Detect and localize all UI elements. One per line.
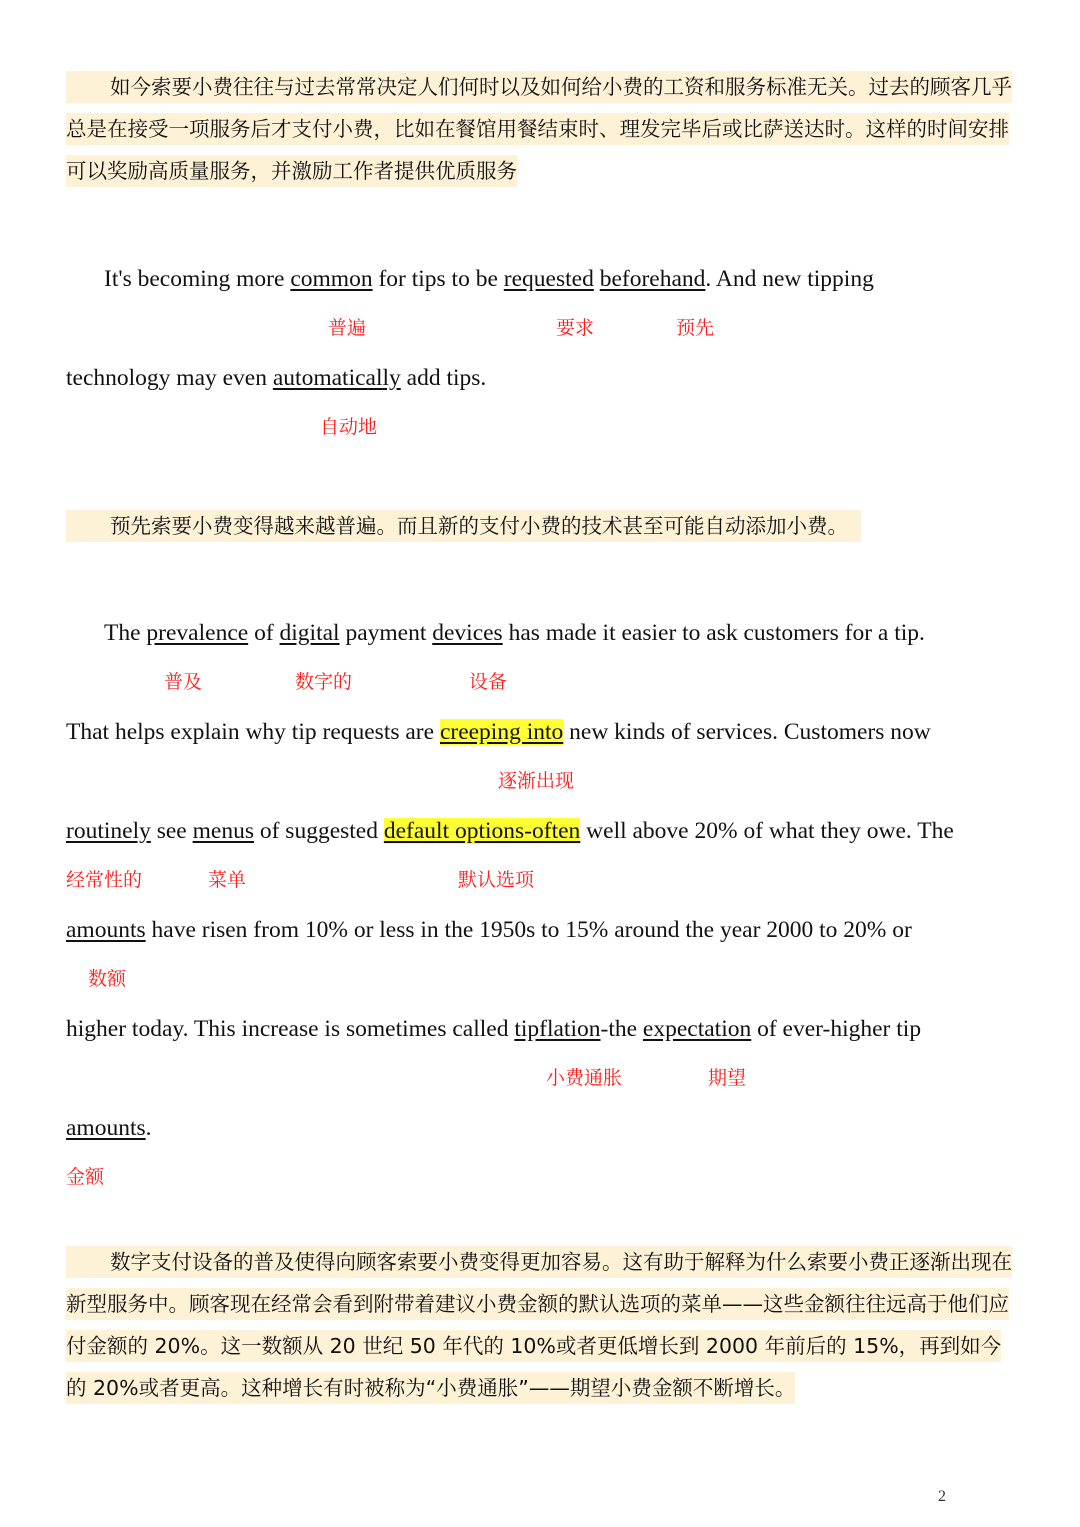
vocab-word-highlighted: creeping into [439,719,564,745]
vocab-word: requested [503,266,594,292]
translation-paragraph-1 [66,66,1016,192]
vocab-word: devices [432,620,503,646]
vocab-word: digital [279,620,340,646]
vocab-word: automatically [272,365,401,391]
translation-text: 如今索要小费往往与过去常常决定人们何时以及如何给小费的工资和服务标准无关。过去的顾客几乎总是在接受一项服务后才支付小费，比如在餐馆用餐结束时、理发完毕后或比萨送达时。这样的时间安排可以奖励高质量服务，并激励工作者提供优质服务 [66,75,1012,183]
gloss: 设备 [469,671,508,693]
translation-text: 数字支付设备的普及使得向顾客索要小费变得更加容易。这有助于解释为什么索要小费正逐渐出现在新型服务中。顾客现在经常会看到附带着建议小费金额的默认选项的菜单——这些金额往往远高于他们应付金额的 20%。这一数额从 20 世纪 50 年代的 10%或者更低增长到 2000 年前后的 15%，再到如今的 20%或者更高。这种增长有时被称为“小费通胀”——期望小费金额不断增长。 [66,1250,1012,1400]
vocab-word-highlighted: default options-often [383,818,581,844]
gloss: 普及 [164,671,203,693]
gloss: 自动地 [320,416,378,438]
vocab-word: menus [192,818,254,844]
gloss: 小费通胀 [546,1067,623,1089]
gloss: 期望 [708,1067,747,1089]
en-line: higher today. This increase is sometimes called tipflation-the expectation of ever-higher tip [66,1016,922,1042]
vocab-word: common [290,266,373,292]
gloss: 预先 [676,317,715,339]
gloss: 经常性的 [66,869,143,891]
gloss: 数额 [88,968,127,990]
en-line: The prevalence of digital payment devices has made it easier to ask customers for a tip. [104,620,925,646]
vocab-word: amounts [66,1115,146,1141]
en-line: It's becoming more common for tips to be requested beforehand. And new tipping [104,266,874,292]
translation-text: 预先索要小费变得越来越普遍。而且新的支付小费的技术甚至可能自动添加小费。 [110,514,848,538]
gloss: 数字的 [295,671,353,693]
vocab-word: amounts [66,917,146,943]
en-line: That helps explain why tip requests are creeping into new kinds of services. Customers now [66,719,931,745]
translation-paragraph-2 [66,505,1016,547]
en-line: amounts. [66,1115,152,1141]
vocab-word: expectation [642,1016,752,1042]
en-line: technology may even automatically add tips. [66,365,487,391]
gloss: 要求 [556,317,595,339]
page-number: 2 [938,1488,946,1505]
vocab-word: prevalence [146,620,249,646]
vocab-word: routinely [66,818,151,844]
gloss: 默认选项 [458,869,535,891]
gloss: 金额 [66,1166,105,1188]
vocab-word: beforehand [599,266,706,292]
gloss: 逐渐出现 [498,770,575,792]
translation-paragraph-3 [66,1241,1016,1409]
gloss: 普遍 [328,317,367,339]
gloss: 菜单 [208,869,247,891]
en-line: amounts have risen from 10% or less in the 1950s to 15% around the year 2000 to 20% or [66,917,912,943]
en-line: routinely see menus of suggested default options-often well above 20% of what they owe. The [66,818,954,844]
vocab-word: tipflation [514,1016,601,1042]
